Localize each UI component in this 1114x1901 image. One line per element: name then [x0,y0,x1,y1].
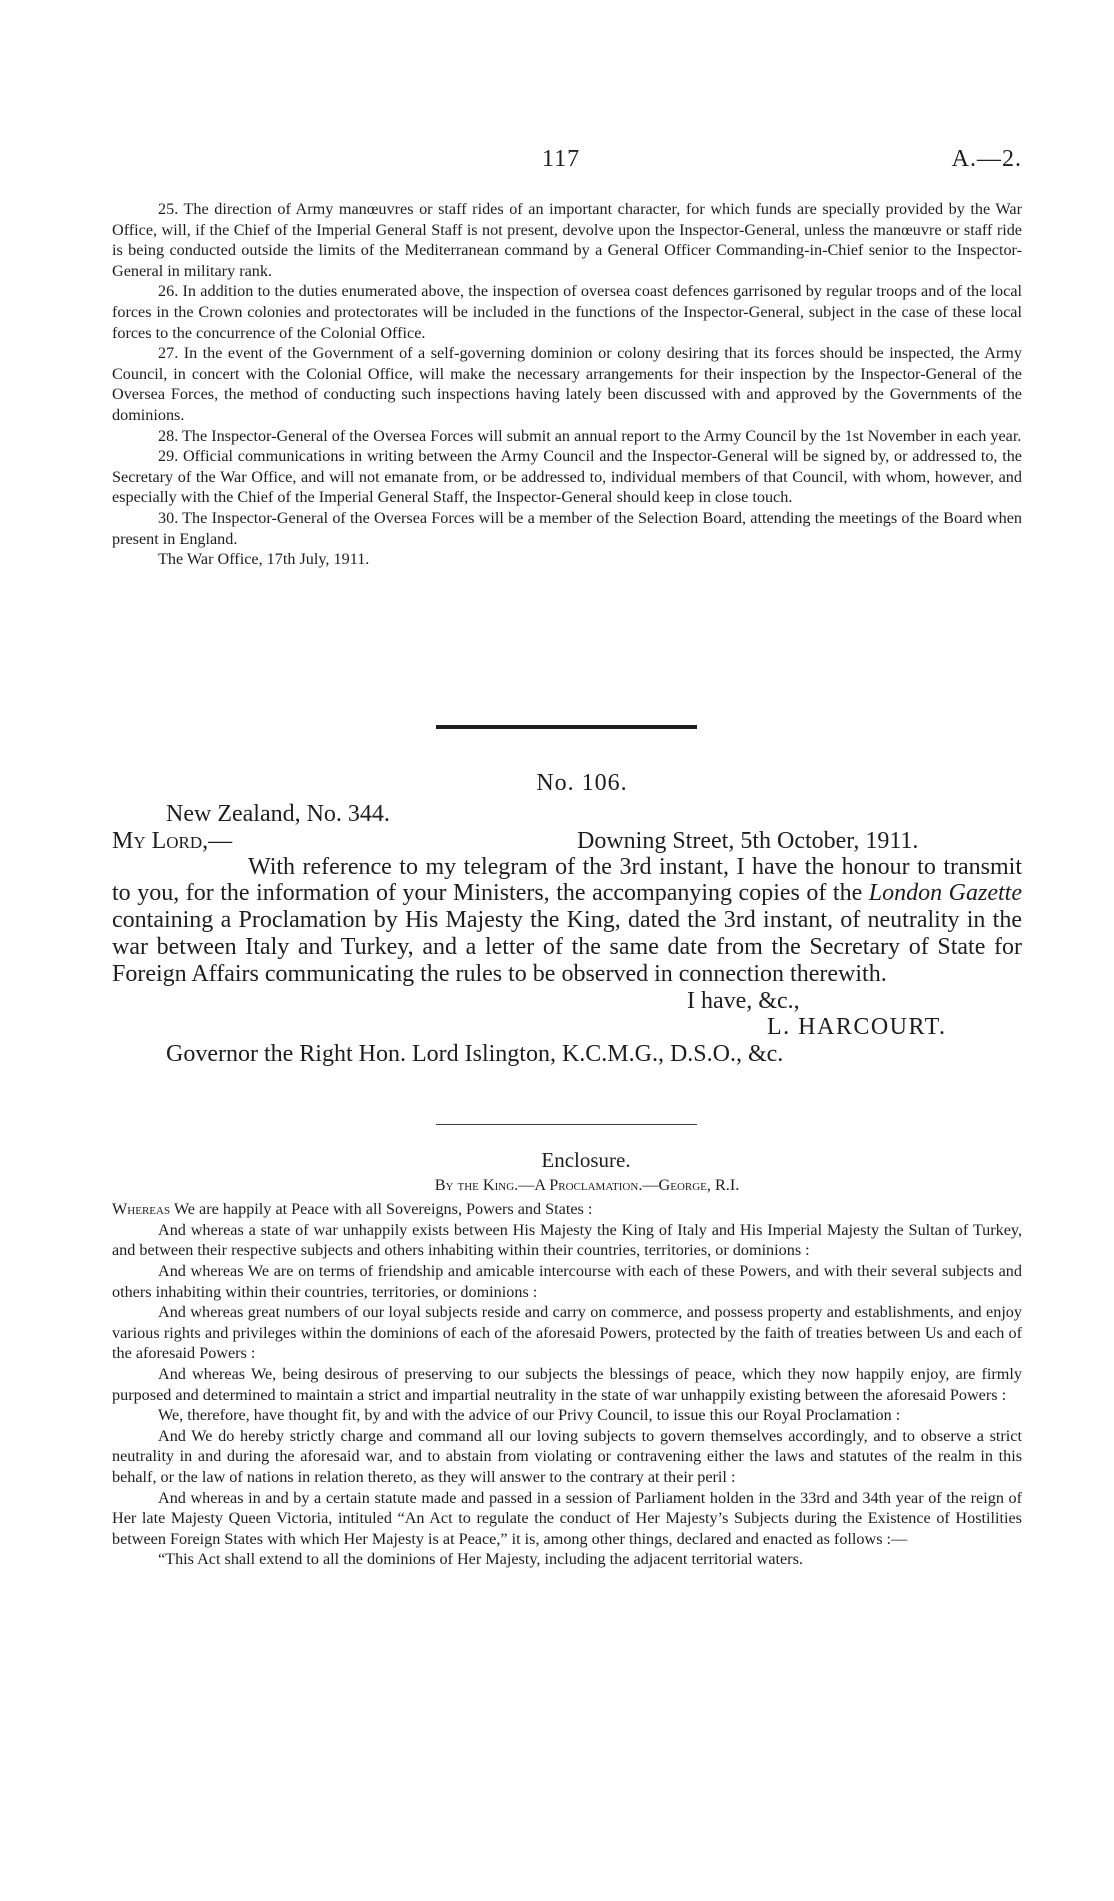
gazette-title: London Gazette [868,880,1022,907]
letter-addressee: Governor the Right Hon. Lord Islington, K.C.M.G., D.S.O., &c. [166,1041,784,1068]
opening-rest: We are happily at Peace with all Sovereigns, Powers and States : [170,1200,593,1219]
paragraph-26: 26. In addition to the duties enumerated above, the inspection of oversea coast defences garrisoned by regular troops and of the local forces in the Crown colonies and protectorates will be included in the functions of the Inspector-General, subject in the case of these local forces to the concurrence of the Colonial Office. [112,282,1022,342]
despatch-number: No. 106. [536,770,628,796]
section-divider-thin [436,1124,697,1125]
letter-body-part1: With reference to my telegram of the 3rd instant, I have the honour to transmit to you, for the information of your Ministers, the accompanying copies of the [112,853,1022,907]
proclamation-heading: By the King.—A Proclamation.—George, R.I. [434,1175,740,1194]
paragraph-25: 25. The direction of Army manœuvres or staff rides of an important character, for which funds are specially provided by the War Office, will, if the Chief of the Imperial General Staff is not present, devolve upon the Inspector-General, unless the manœuvre or staff ride is being conducted outside the limits of the Mediterranean command by a General Officer Commanding-in-Chief senior to the Inspector-General in military rank. [112,200,1022,280]
proclamation-opening [112,1199,1022,1220]
regulations-section [112,199,1022,570]
enclosure-title: Enclosure. [541,1148,631,1172]
paragraph-28: 28. The Inspector-General of the Oversea Forces will submit an annual report to the Army Council by the 1st November in each year. [158,426,1022,445]
letter-body-part2: containing a Proclamation by His Majesty the King, dated the 3rd instant, of neutrality in the war between Italy and Turkey, and a letter of the same date from the Secretary of State for Foreign Affairs communicating the rules to be observed in connection therewith. [112,907,1022,987]
paragraph-30: 30. The Inspector-General of the Oversea Forces will be a member of the Selection Board, attending the meetings of the Board when present in England. [112,508,1022,548]
salutation-line [112,828,1022,854]
section-divider-thick [436,725,697,729]
proclamation-paragraph: And whereas great numbers of our loyal subjects reside and carry on commerce, and possess property and establishments, and enjoy various rights and privileges within the dominions of each of the aforesaid Powers, protected by the faith of treaties between Us and each of the aforesaid Powers : [112,1303,1022,1363]
nz-reference: New Zealand, No. 344. [166,800,390,827]
proclamation-paragraph: And whereas a state of war unhappily exists between His Majesty the King of Italy and His Imperial Majesty the Sultan of Turkey, and between their respective subjects and others inhabiting within their countries, territories, or dominions : [112,1220,1022,1260]
page-number: 117 [542,146,581,172]
proclamation-paragraph: We, therefore, have thought fit, by and with the advice of our Privy Council, to issue this our Royal Proclamation : [158,1406,901,1425]
proclamation-paragraph: And whereas We are on terms of friendship and amicable intercourse with each of these Powers, and with their several subjects and others inhabiting within their countries, territories, or dominions : [112,1261,1022,1301]
letter-signature: L. HARCOURT. [767,1014,947,1041]
proclamation-paragraph: “This Act shall extend to all the dominions of Her Majesty, including the adjacent territorial waters. [158,1550,803,1569]
paragraph-27: 27. In the event of the Government of a self-governing dominion or colony desiring that its forces should be inspected, the Army Council, in concert with the Colonial Office, will make the necessary arrangements for their inspection by the Inspector-General of the Oversea Forces, the method of conducting such inspections having lately been discussed with and approved by the Governments of the dominions. [112,344,1022,424]
enclosure-section [112,1150,1022,1570]
war-office-signoff: The War Office, 17th July, 1911. [158,550,370,569]
paper-reference: A.—2. [951,146,1022,172]
letter-closing: I have, &c., [687,987,800,1014]
letter-body [112,854,1022,988]
proclamation-paragraph: And We do hereby strictly charge and command all our loving subjects to govern themselves accordingly, and to observe a strict neutrality in and during the aforesaid war, and to abstain from violating or contravening either the laws and statutes of the realm in this behalf, or the law of nations in relation thereto, as they will answer to the contrary at their peril : [112,1426,1022,1486]
salutation: My Lord,— [112,827,233,854]
opening-word: Whereas [112,1200,171,1219]
proclamation-paragraph: And whereas We, being desirous of preserving to our subjects the blessings of peace, which they now happily enjoy, are firmly purposed and determined to maintain a strict and impartial neutrality in the state of war unhappily existing between the aforesaid Powers : [112,1364,1022,1404]
page-header [112,146,1022,174]
paragraph-29: 29. Official communications in writing between the Army Council and the Inspector-General will be signed by, or addressed to, the Secretary of the War Office, and will not emanate from, or be addressed to, individual members of that Council, with whom, however, and especially with the Chief of the Imperial General Staff, the Inspector-General should keep in close touch. [112,447,1022,507]
address-date: Downing Street, 5th October, 1911. [577,827,919,854]
proclamation-paragraph: And whereas in and by a certain statute made and passed in a session of Parliament holden in the 33rd and 34th year of the reign of Her late Majesty Queen Victoria, intituled “An Act to regulate the conduct of Her Majesty’s Subjects during the Existence of Hostilities between Foreign States with which Her Majesty is at Peace,” it is, among other things, declared and enacted as follows :— [112,1488,1022,1548]
despatch-letter [112,770,1022,1068]
